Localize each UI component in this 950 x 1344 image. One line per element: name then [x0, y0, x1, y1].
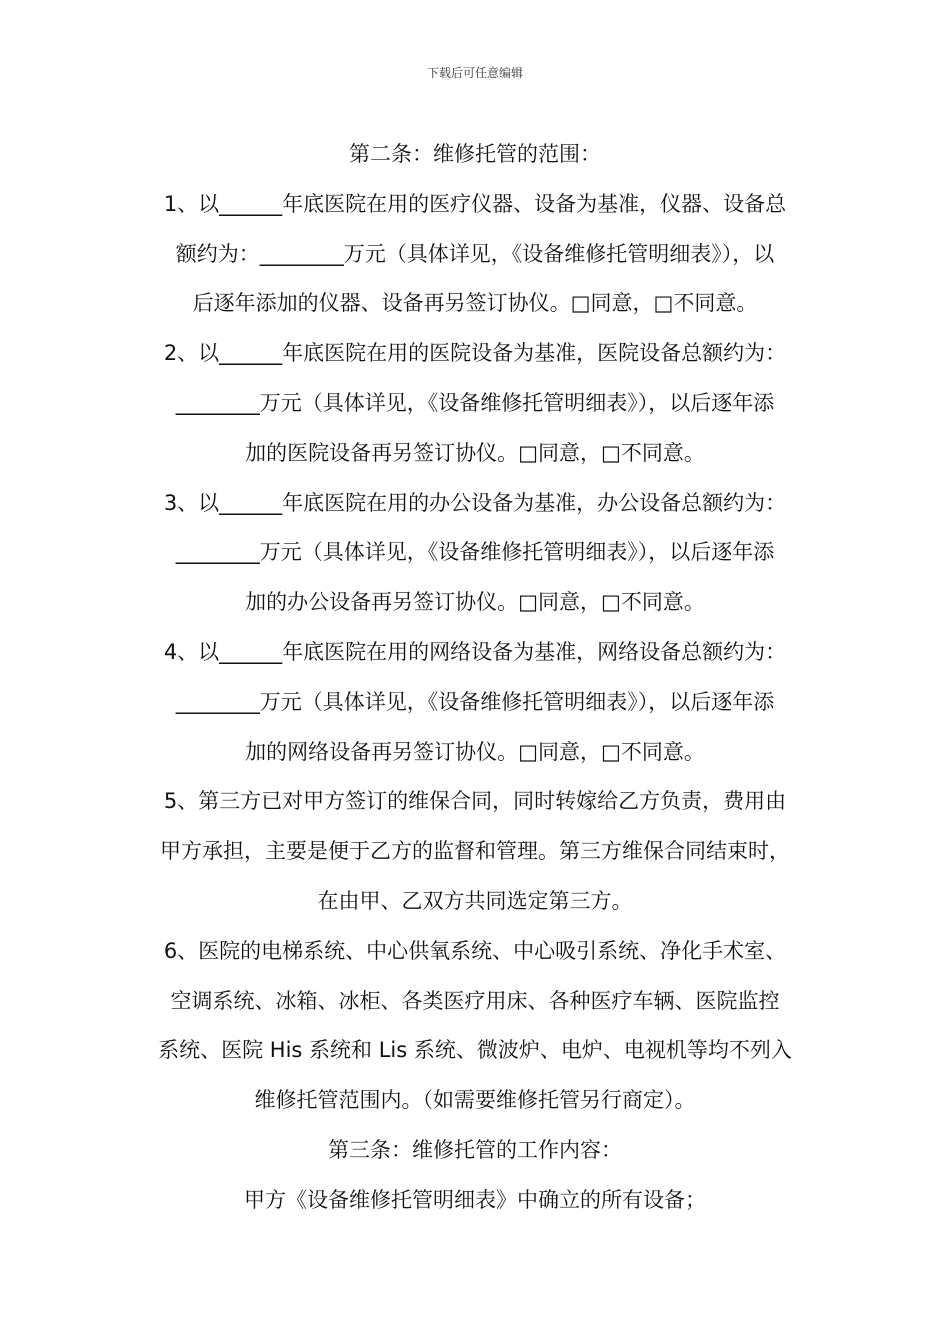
text-line: 2、以______年底医院在用的医院设备为基准，医院设备总额约为： [163, 341, 787, 366]
text-line: 6、医院的电梯系统、中心供氧系统、中心吸引系统、净化手术室、 [163, 938, 787, 963]
text-line: 维修托管范围内。（如需要维修托管另行商定）。 [254, 1088, 696, 1113]
text-line: ________万元（具体详见，《设备维修托管明细表》），以后逐年添 [175, 689, 775, 714]
text-line: 空调系统、冰箱、冰柜、各类医疗用床、各种医疗车辆、医院监控 [170, 988, 780, 1013]
section-heading: 第三条：维修托管的工作内容： [328, 1137, 622, 1162]
text-line: 加的网络设备再另签订协仪。□同意，□不同意。 [245, 739, 705, 764]
text-line: 1、以______年底医院在用的医疗仪器、设备为基准，仪器、设备总 [163, 191, 787, 216]
text-line: 在由甲、乙双方共同选定第三方。 [317, 888, 633, 913]
section-heading: 第二条：维修托管的范围： [349, 142, 601, 166]
page-header: 下载后可任意编辑 [426, 66, 523, 80]
text-line: 5、第三方已对甲方签订的维保合同，同时转嫁给乙方负责，费用由 [163, 789, 787, 814]
text-line: 系统、医院 His 系统和 Lis 系统、微波炉、电炉、电视机等均不列入 [158, 1038, 792, 1063]
document-body [143, 130, 807, 1226]
text-line: 额约为：________万元（具体详见，《设备维修托管明细表》），以 [175, 241, 775, 266]
text-line: 加的医院设备再另签订协仪。□同意，□不同意。 [245, 440, 705, 465]
text-line: 加的办公设备再另签订协仪。□同意，□不同意。 [245, 590, 705, 615]
text-line: 甲方《设备维修托管明细表》中确立的所有设备； [244, 1187, 706, 1212]
text-line: ________万元（具体详见，《设备维修托管明细表》），以后逐年添 [175, 540, 775, 565]
text-line: 3、以______年底医院在用的办公设备为基准，办公设备总额约为： [163, 490, 787, 515]
text-line: 甲方承担，主要是便于乙方的监督和管理。第三方维保合同结束时， [160, 839, 790, 864]
text-line: ________万元（具体详见，《设备维修托管明细表》），以后逐年添 [175, 390, 775, 415]
text-line: 4、以______年底医院在用的网络设备为基准，网络设备总额约为： [163, 639, 787, 664]
text-line: 后逐年添加的仪器、设备再另签订协仪。□同意，□不同意。 [192, 291, 758, 316]
